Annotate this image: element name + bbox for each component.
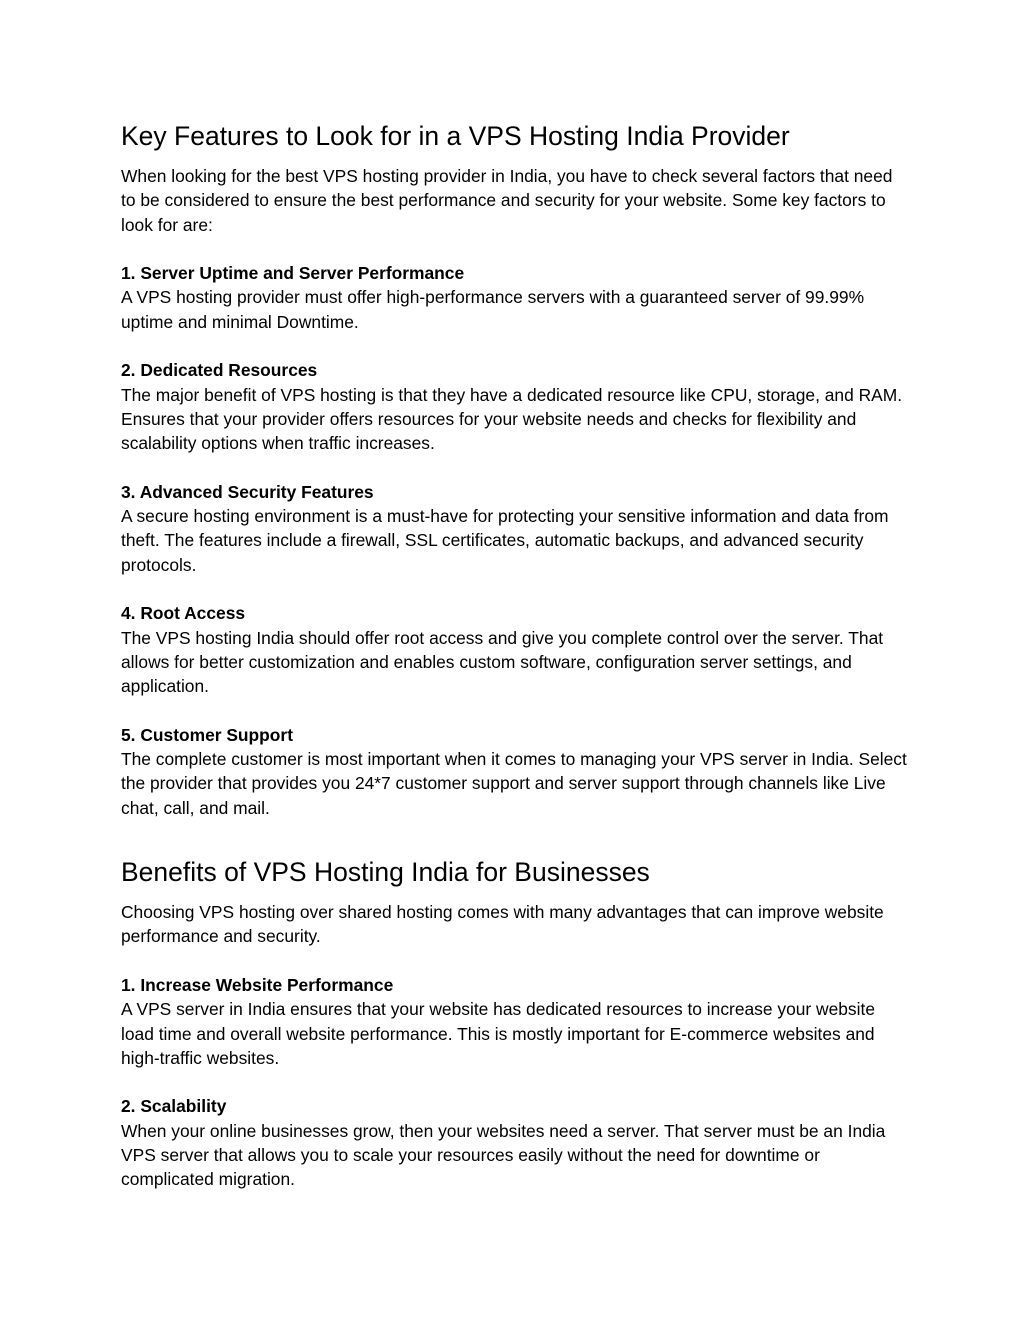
list-item	[121, 261, 911, 334]
list-item	[121, 358, 911, 455]
item-body: A VPS server in India ensures that your website has dedicated resources to increase your website load time and overall website performance. This is mostly important for E-commerce websites and high-traffic websites.	[121, 999, 875, 1068]
item-heading: 1. Server Uptime and Server Performance	[121, 263, 465, 284]
item-body: The major benefit of VPS hosting is that they have a dedicated resource like CPU, storage, and RAM. Ensures that your provider offers resources for your website needs and checks for flexibility and scalability options when traffic increases.	[121, 384, 903, 454]
item-heading: 1. Increase Website Performance	[121, 974, 394, 995]
list-item	[121, 601, 911, 698]
section-intro: When looking for the best VPS hosting provider in India, you have to check several factors that need to be considered to ensure the best performance and security for your website. Some key factors to look for are:	[121, 166, 893, 235]
section-benefits	[121, 854, 911, 1192]
list-item	[121, 973, 911, 1070]
item-heading: 4. Root Access	[121, 603, 246, 624]
list-item	[121, 480, 911, 577]
section-key-features	[121, 118, 911, 820]
list-item	[121, 1094, 911, 1191]
item-heading: 5. Customer Support	[121, 724, 293, 745]
item-heading: 2. Dedicated Resources	[121, 360, 318, 381]
item-body: A VPS hosting provider must offer high-performance servers with a guaranteed server of 99.99% uptime and minimal Downtime.	[121, 287, 865, 332]
item-body: The complete customer is most important when it comes to managing your VPS server in India. Select the provider that provides you 24*7 customer support and server support through channels like Live chat, call, and mail.	[121, 749, 907, 818]
item-heading: 3. Advanced Security Features	[121, 481, 374, 502]
item-body: The VPS hosting India should offer root access and give you complete control over the server. That allows for better customization and enables custom software, configuration server settings, and application.	[121, 627, 884, 697]
item-heading: 2. Scalability	[121, 1096, 227, 1117]
section-title: Key Features to Look for in a VPS Hosting India Provider	[121, 121, 790, 151]
document-page	[121, 118, 911, 1192]
item-body: When your online businesses grow, then your websites need a server. That server must be an India VPS server that allows you to scale your resources easily without the need for downtime or complicated migration.	[121, 1120, 886, 1190]
section-intro: Choosing VPS hosting over shared hosting comes with many advantages that can improve website performance and security.	[121, 902, 884, 947]
section-title: Benefits of VPS Hosting India for Businesses	[121, 857, 650, 888]
list-item	[121, 723, 911, 820]
item-body: A secure hosting environment is a must-have for protecting your sensitive information and data from theft. The features include a firewall, SSL certificates, automatic backups, and advanced security protocols.	[121, 506, 889, 575]
